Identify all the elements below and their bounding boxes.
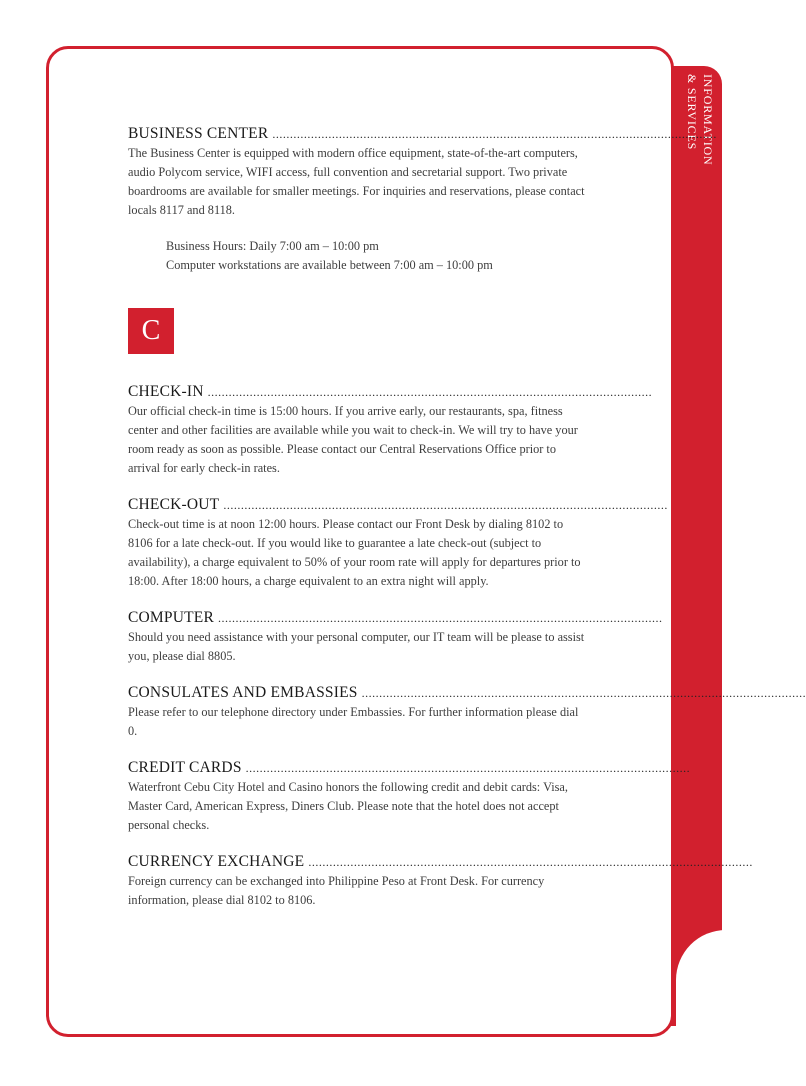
side-tab-label — [684, 74, 724, 234]
leader-dots: ............................................................................................................................... — [218, 611, 663, 625]
leader-dots: ............................................................................................................................... — [223, 498, 668, 512]
side-tab-label-line1: INFORMATION — [701, 74, 715, 166]
entry-heading — [128, 495, 668, 515]
entry-heading — [128, 124, 717, 144]
entry-body: The Business Center is equipped with modern office equipment, state-of-the-art computers, audio Polycom service, WIFI access, full convention and secretarial support. Two private boardrooms are available for smaller meetings. For inquiries and reservations, please contact locals 8117 and 8118. — [128, 146, 585, 217]
entry-title: COMPUTER — [128, 609, 215, 626]
entry-heading — [128, 382, 653, 402]
entry-body: Our official check-in time is 15:00 hours. If you arrive early, our restaurants, spa, fitness center and other facilities are available while you wait to check-in. We will try to have your room ready as soon as possible. Please contact our Central Reservations Office prior to arrival for early check-in rates. — [128, 404, 578, 475]
entry-body: Please refer to our telephone directory under Embassies. For further information please dial 0. — [128, 705, 579, 738]
entry-title: CONSULATES AND EMBASSIES — [128, 684, 358, 701]
entry-body: Check-out time is at noon 12:00 hours. Please contact our Front Desk by dialing 8102 to 8106 for a late check-out. If you would like to guarantee a late check-out (subject to availability), a charge equivalent to 50% of your room rate will apply for departures prior to 18:00. After 18:00 hours, a charge equivalent to an extra night will apply. — [128, 517, 581, 588]
side-tab-label-line2: & SERVICES — [685, 74, 699, 151]
entry-check-out — [128, 495, 668, 591]
entry-body: Should you need assistance with your personal computer, our IT team will be please to assist you, please dial 8805. — [128, 630, 585, 663]
entry-body: Waterfront Cebu City Hotel and Casino honors the following credit and debit cards: Visa, Master Card, American Express, Diners Club. Please note that the hotel does not accept personal checks. — [128, 780, 568, 832]
entry-credit-cards — [128, 758, 691, 835]
entry-computer — [128, 608, 663, 666]
entry-business-center — [128, 124, 717, 275]
entry-title: CURRENCY EXCHANGE — [128, 853, 305, 870]
entry-title: BUSINESS CENTER — [128, 125, 269, 142]
workstation-hours: Computer workstations are available between 7:00 am – 10:00 pm — [166, 258, 493, 272]
entry-title: CHECK-OUT — [128, 496, 220, 513]
entry-heading — [128, 852, 753, 872]
entry-heading — [128, 683, 806, 703]
section-letter-badge: C — [128, 308, 174, 354]
business-hours: Business Hours: Daily 7:00 am – 10:00 pm — [166, 239, 379, 253]
entry-heading — [128, 608, 663, 628]
leader-dots: ............................................................................................................................... — [207, 385, 653, 399]
entry-heading — [128, 758, 691, 778]
entry-title: CREDIT CARDS — [128, 759, 242, 776]
entry-check-in — [128, 382, 653, 478]
leader-dots: ............................................................................................................................... — [308, 855, 753, 869]
entry-title: CHECK-IN — [128, 383, 204, 400]
content-column — [128, 124, 806, 910]
leader-dots: ............................................................................................................................... — [272, 127, 717, 141]
entry-currency-exchange — [128, 852, 753, 910]
leader-dots: ............................................................................................................................... — [245, 761, 691, 775]
entry-body: Foreign currency can be exchanged into Philippine Peso at Front Desk. For currency information, please dial 8102 to 8106. — [128, 874, 545, 907]
leader-dots: ............................................................................................................................... — [361, 686, 806, 700]
entry-consulates — [128, 683, 806, 741]
